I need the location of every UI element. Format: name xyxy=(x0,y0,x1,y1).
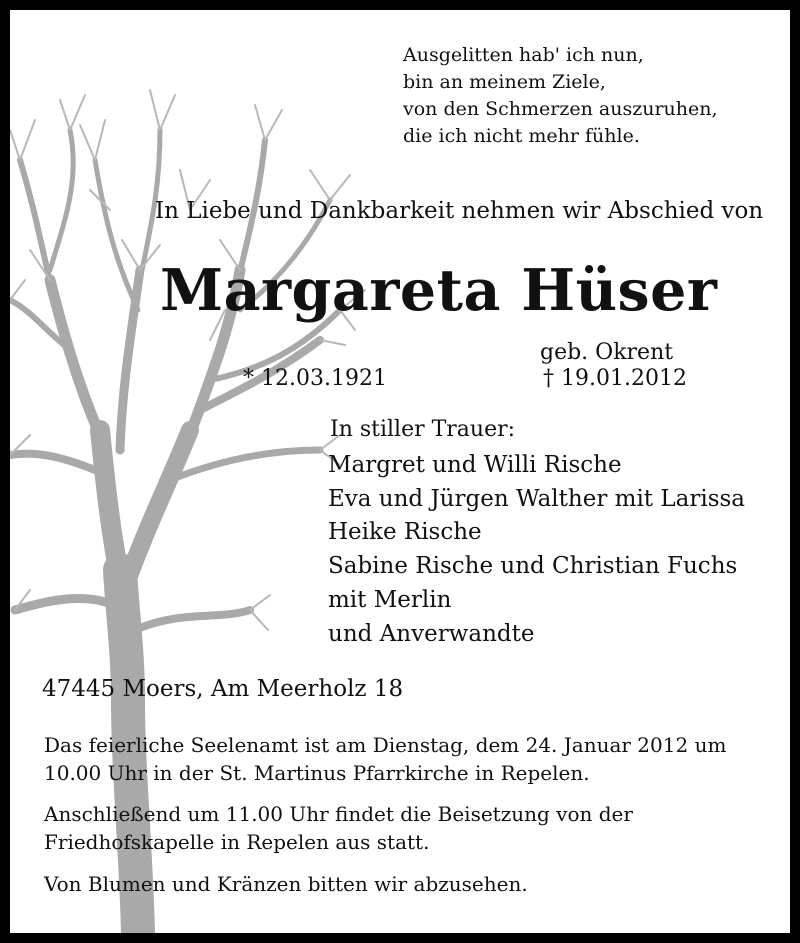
mourner-line: Sabine Rische und Christian Fuchs xyxy=(328,553,738,579)
poem-line: bin an meinem Ziele, xyxy=(403,71,606,93)
mourner-line: Heike Rische xyxy=(328,519,482,545)
maiden-name: geb. Okrent xyxy=(540,340,674,365)
poem-line: Ausgelitten hab' ich nun, xyxy=(403,44,644,66)
mourner-line: mit Merlin xyxy=(328,587,452,613)
poem-line: die ich nicht mehr fühle. xyxy=(403,125,640,147)
mourner-line: und Anverwandte xyxy=(328,621,535,647)
mourner-line: Margret und Willi Rische xyxy=(328,452,622,478)
address: 47445 Moers, Am Meerholz 18 xyxy=(42,676,404,702)
service-info-line: Das feierliche Seelenamt ist am Dienstag, dem 24. Januar 2012 um xyxy=(44,733,727,757)
poem-line: von den Schmerzen auszuruhen, xyxy=(403,98,718,120)
flowers-note: Von Blumen und Kränzen bitten wir abzusehen. xyxy=(44,872,528,896)
obituary-card xyxy=(10,10,790,933)
service-info-line: 10.00 Uhr in der St. Martinus Pfarrkirche in Repelen. xyxy=(44,761,590,785)
burial-info-line: Anschließend um 11.00 Uhr findet die Beisetzung von der xyxy=(44,802,633,826)
mourner-line: Eva und Jürgen Walther mit Larissa xyxy=(328,486,746,512)
birth-date: * 12.03.1921 xyxy=(243,366,387,391)
deceased-name: Margareta Hüser xyxy=(160,257,718,324)
death-date: † 19.01.2012 xyxy=(543,366,687,391)
mourners-heading: In stiller Trauer: xyxy=(330,417,516,442)
intro-text: In Liebe und Dankbarkeit nehmen wir Abschied von xyxy=(155,198,764,224)
burial-info-line: Friedhofskapelle in Repelen aus statt. xyxy=(44,830,430,854)
